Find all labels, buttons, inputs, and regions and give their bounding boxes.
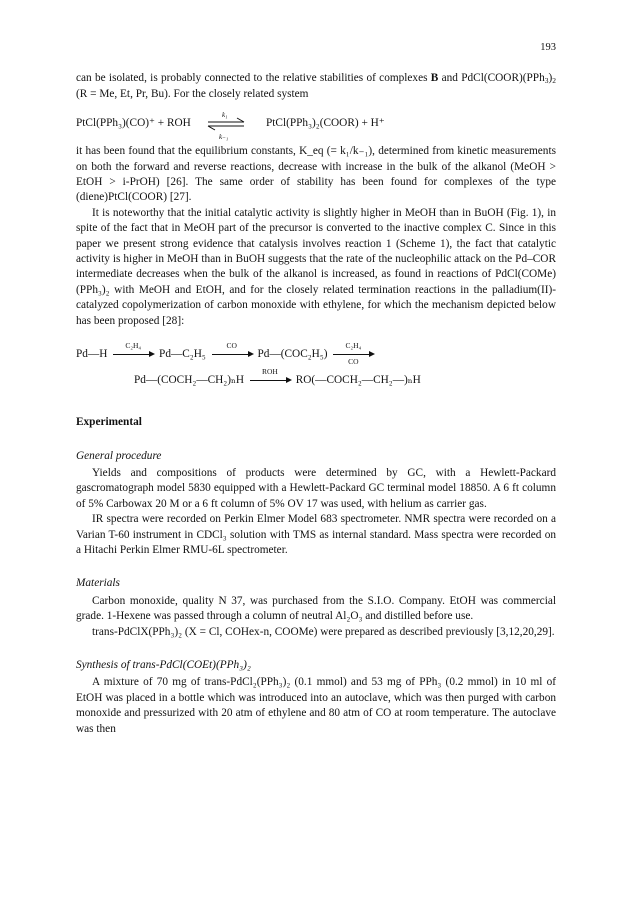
scheme-species-pd-ethyl: Pd—C₂H₅ bbox=[159, 348, 206, 361]
reaction-scheme bbox=[76, 337, 556, 389]
equilibrium-equation bbox=[76, 111, 556, 142]
equation-right: PtCl(PPh₃)₂(COOR) + H⁺ bbox=[266, 117, 385, 130]
materials-reagents: Carbon monoxide, quality N 37, was purchased from the S.I.O. Company. EtOH was commercial grade. 1-Hexene was passed through a column of neutral Al₂O₃ and distilled before use. bbox=[76, 594, 556, 623]
scheme-arrow-4: ROH bbox=[247, 373, 293, 388]
synthesis-procedure: A mixture of 70 mg of trans-PdCl₂(PPh₃)₂ (0.1 mmol) and 53 mg of PPh₃ (0.2 mmol) in 10 ml of EtOH was placed in a bottle which was introduced into an autoclave, which was then purged with carbon monoxide and pressurized with 20 atm of ethylene and 80 atm of CO at room temperature. The autoclave was then bbox=[76, 676, 556, 735]
arrow-icon bbox=[212, 354, 252, 355]
page-number: 193 bbox=[540, 42, 556, 53]
arrow-icon bbox=[113, 354, 153, 355]
scheme-arrow-3: $\frac{\text{C₂H₄}}{CO}$ bbox=[330, 347, 376, 362]
rate-constant-forward: k₁ bbox=[222, 111, 228, 120]
synthesis-heading: Synthesis of trans-PdCl(COEt)(PPh₃)₂ bbox=[76, 658, 251, 671]
rate-constant-reverse: k₋₁ bbox=[219, 133, 229, 142]
scheme-row-1 bbox=[76, 341, 376, 367]
scheme-species-product: RO(—COCH₂—CH₂—)ₙH bbox=[295, 374, 421, 387]
general-procedure-spectra: IR spectra were recorded on Perkin Elmer Model 683 spectrometer. NMR spectra were recorded on a Varian T-60 instrument in CDCl₃ solution with TMS as internal standard. Mass spectra were recorded on a Hitachi Perkin Elmer RMU-6L spectrometer. bbox=[76, 513, 556, 556]
scheme-species-pd-acyl: Pd—(COC₂H₅) bbox=[257, 348, 328, 361]
scheme-arrow-2: CO bbox=[209, 347, 255, 362]
paragraph-equilibrium: it has been found that the equilibrium constants, K_eq (= k₁/k₋₁), determined from kinetic measurements on both the forward and reverse reactions, decrease with increase in the bulk of the alkanol (MeOH > EtOH > i-PrOH) [26]. The same order of stability has been found for complexes of the type (diene)PtCl(COOR) [27]. bbox=[76, 145, 556, 204]
materials-complexes: trans-PdClX(PPh₃)₂ (X = Cl, COHex-n, COOMe) were prepared as described previously [3,12,20,29]. bbox=[92, 625, 555, 638]
scheme-species-pd-polymer: Pd—(COCH₂—CH₂)ₙH bbox=[134, 374, 245, 387]
equation-left: PtCl(PPh₃)(CO)⁺ + ROH bbox=[76, 117, 191, 130]
experimental-heading: Experimental bbox=[76, 416, 142, 429]
materials-heading: Materials bbox=[76, 577, 120, 590]
general-procedure-gc: Yields and compositions of products were determined by GC, with a Hewlett-Packard gascromatograph model 5830 equipped with a Hewlett-Packard GC terminal model 18850. A 6 ft column of 5% Carbowax 20 M or a 6 ft column of 5% OV 17 was used, with helium as carrier gas. bbox=[76, 466, 556, 510]
arrow-icon bbox=[250, 380, 290, 381]
paragraph-catalytic-activity: It is noteworthy that the initial catalytic activity is slightly higher in MeOH than in BuOH (Fig. 1), in spite of the fact that in MeOH part of the precursor is converted to the inactive complex C. Since in this paper we present strong evidence that catalysis involves reaction 1 (Scheme 1), the fact that catalytic activity is higher in MeOH than in BuOH suggests that the rate of the nucleophilic attack on the Pd–COR intermediate decreases when the bulk of the alkanol is increased, as found in reactions of PdCl(COMe)(PPh₃)₂ with MeOH and EtOH, and for the closely related termination reactions in the palladium(II)-catalyzed copolymerization of carbon monoxide with ethylene, for which the mechanism depicted below has been proposed [28]: bbox=[76, 206, 556, 327]
scheme-row-2 bbox=[134, 367, 421, 388]
general-procedure-heading: General procedure bbox=[76, 449, 162, 462]
intro-paragraph: can be isolated, is probably connected to the relative stabilities of complexes B and $PdCl(COOR)(PPh_3)_2$ (R = Me, Et, Pr, Bu). For the closely related system bbox=[76, 72, 556, 100]
scheme-arrow-1: C₂H₄ bbox=[110, 347, 156, 362]
scheme-species-pd-h: Pd—H bbox=[76, 348, 108, 361]
document-page bbox=[76, 40, 556, 737]
